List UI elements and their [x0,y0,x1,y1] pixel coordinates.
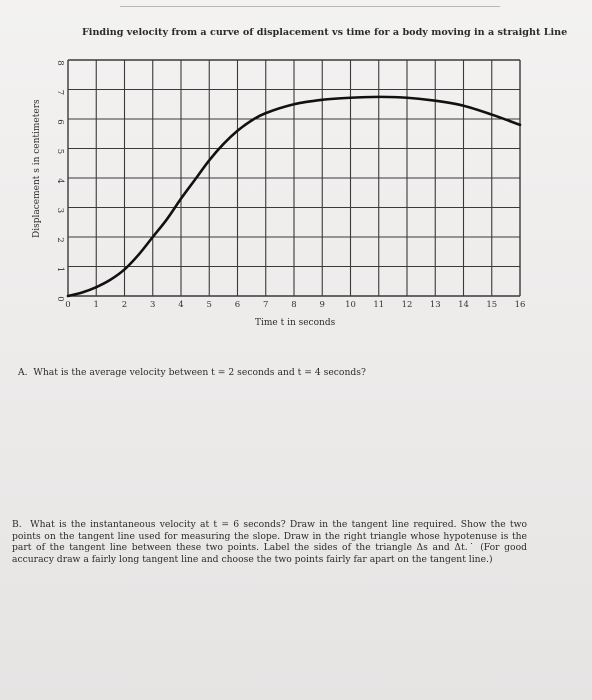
y-tick-label: 5 [55,148,65,155]
x-tick-label: 0 [65,300,71,310]
x-tick-label: 16 [514,300,526,310]
y-tick-label: 1 [55,266,65,273]
x-tick-labels [65,300,525,310]
y-tick-label: 2 [55,237,65,243]
chart-grid [68,60,520,296]
y-tick-labels [55,60,65,301]
chart-title: Finding velocity from a curve of displacement vs time for a body moving in a straight Line [82,27,568,38]
x-tick-label: 13 [429,300,441,310]
x-tick-label: 10 [345,300,356,310]
y-axis-label: Displacement s in centimeters [32,99,42,238]
y-tick-label: 8 [55,60,65,66]
x-tick-label: 14 [458,300,469,310]
x-tick-label: 4 [178,300,184,310]
displacement-time-chart [0,0,592,340]
x-tick-label: 3 [150,300,156,310]
x-tick-label: 9 [319,300,325,310]
x-tick-label: 15 [486,300,498,310]
x-tick-label: 6 [234,300,241,310]
x-tick-label: 2 [121,300,128,310]
x-tick-label: 11 [373,300,385,310]
question-a-text: What is the average velocity between t = 2 seconds and t = 4 seconds? [33,367,366,378]
question-b-text: What is the instantaneous velocity at t = 6 seconds? Draw in the tangent line required. Show the two points on the tangent line used for measuring the slope. Draw in the right triangle whose hypotenuse is the part of the tangent line between these two points. Label the sides of the triangle Δs and Δt.˙ (For good accuracy draw a fairly long tangent line and choose the two points fairly far apart on the tangent line.) [12,519,527,565]
x-tick-label: 8 [291,300,297,310]
y-tick-label: 6 [55,119,65,125]
x-tick-label: 1 [93,300,99,310]
y-tick-label: 3 [55,207,65,214]
y-tick-label: 4 [55,178,65,184]
question-a-letter: A. [18,367,28,378]
x-tick-label: 7 [263,300,269,310]
x-axis-label: Time t in seconds [255,318,336,328]
x-tick-label: 5 [206,300,212,310]
question-b [12,519,527,565]
y-tick-label: 0 [55,296,65,302]
question-a [18,367,366,379]
x-tick-label: 12 [401,300,413,310]
y-tick-label: 7 [55,89,65,96]
question-b-letter: B. [12,519,22,530]
